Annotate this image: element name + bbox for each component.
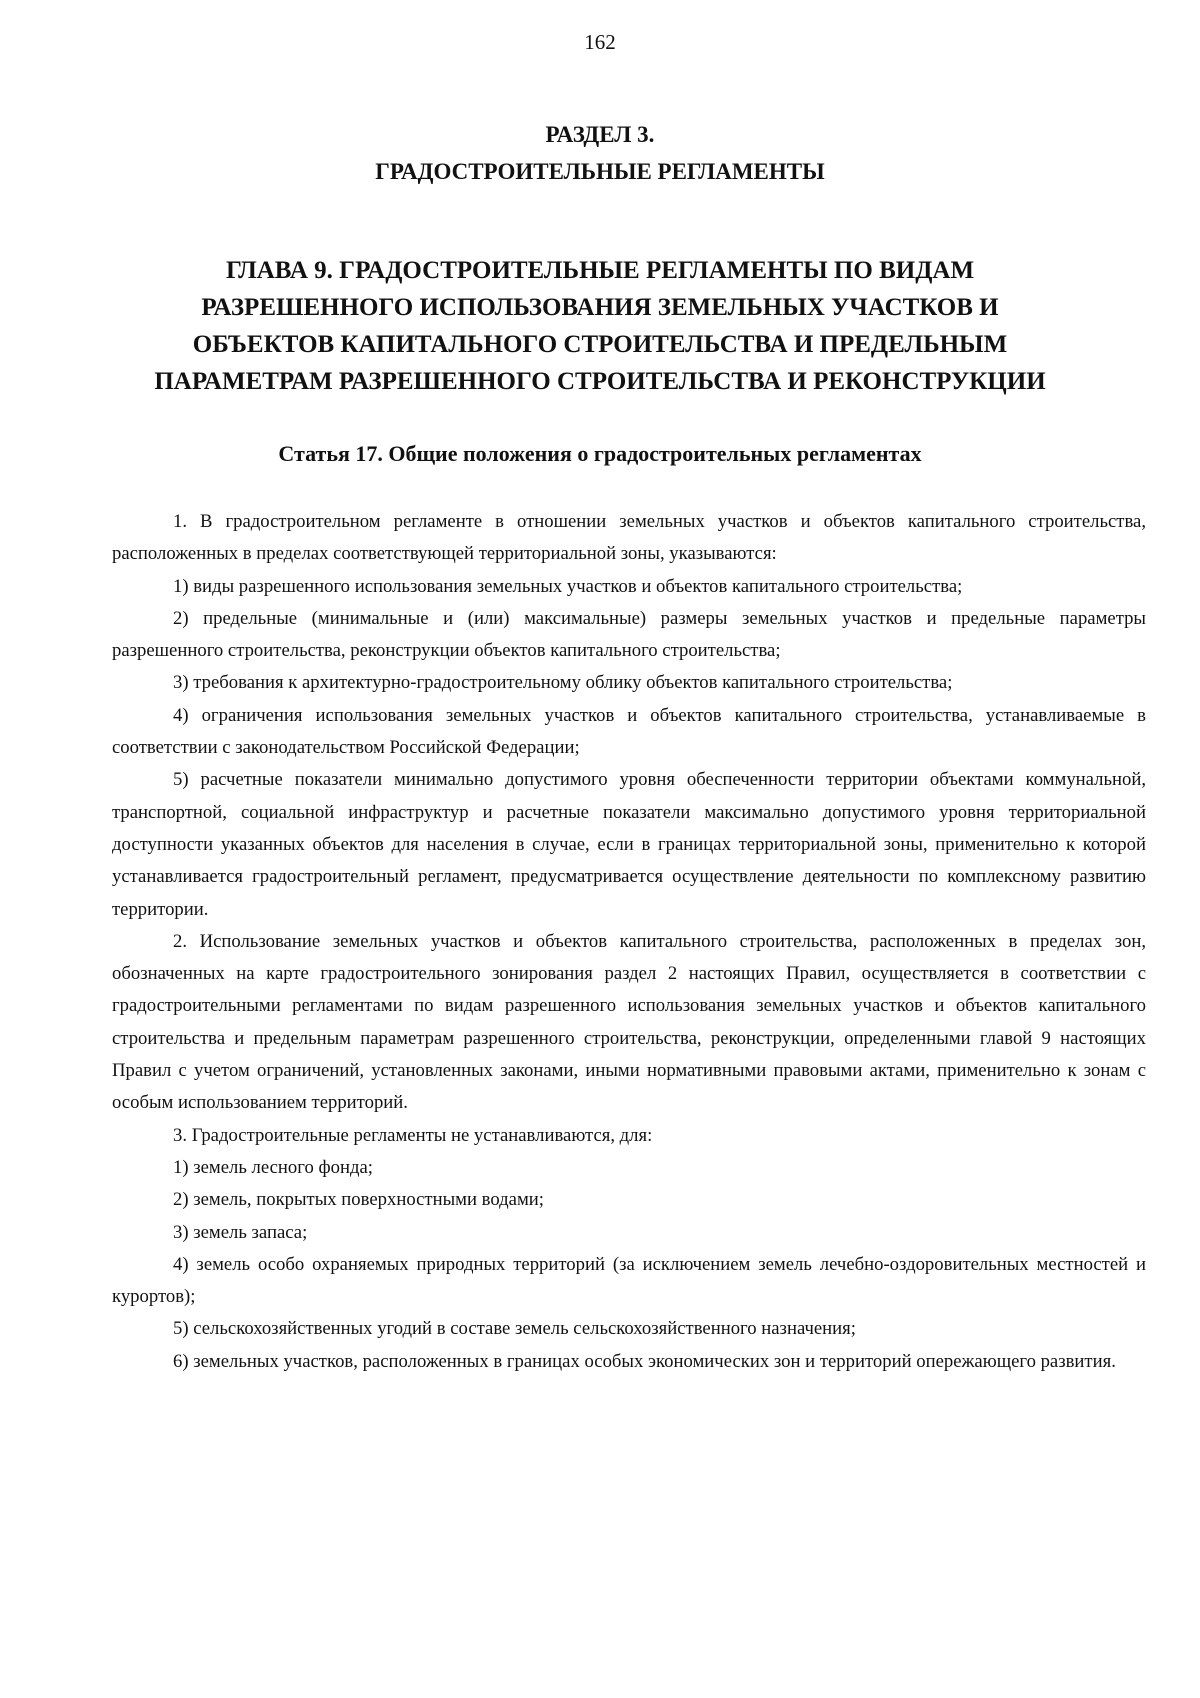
paragraph-item-1: 1. В градостроительном регламенте в отношении земельных участков и объектов капитального строительства, расположенных в пределах соответствующей территориальной зоны, указываются: xyxy=(112,511,1146,565)
article-title: Статья 17. Общие положения о градостроительных регламентах xyxy=(278,441,922,466)
section-heading-line: РАЗДЕЛ 3. xyxy=(545,122,655,147)
chapter-heading-line: ОБЪЕКТОВ КАПИТАЛЬНОГО СТРОИТЕЛЬСТВА И ПРЕДЕЛЬНЫМ xyxy=(192,331,1008,358)
paragraph-item-3: 3. Градостроительные регламенты не устанавливаются, для: xyxy=(173,1124,653,1146)
list-item: 4) земель особо охраняемых природных территорий (за исключением земель лечебно-оздоровительных местностей и курортов); xyxy=(112,1253,1146,1308)
chapter-heading-line: РАЗРЕШЕННОГО ИСПОЛЬЗОВАНИЯ ЗЕМЕЛЬНЫХ УЧАСТКОВ И xyxy=(201,294,999,321)
section-heading xyxy=(0,116,1200,190)
list-item: 3) земель запаса; xyxy=(173,1221,308,1243)
article-body xyxy=(112,506,1146,1378)
chapter-heading-line: ГЛАВА 9. ГРАДОСТРОИТЕЛЬНЫЕ РЕГЛАМЕНТЫ ПО ВИДАМ xyxy=(225,257,975,284)
list-item: 6) земельных участков, расположенных в границах особых экономических зон и территорий опережающего развития. xyxy=(173,1350,1116,1372)
page-number: 162 xyxy=(584,30,616,54)
chapter-heading xyxy=(120,252,1080,400)
list-item: 2) предельные (минимальные и (или) максимальные) размеры земельных участков и предельные параметры разрешенного строительства, реконструкции объектов капитального строительства; xyxy=(112,607,1146,662)
list-item: 2) земель, покрытых поверхностными водами; xyxy=(173,1189,544,1211)
section-heading-line: ГРАДОСТРОИТЕЛЬНЫЕ РЕГЛАМЕНТЫ xyxy=(375,159,825,184)
list-item: 4) ограничения использования земельных участков и объектов капитального строительства, устанавливаемые в соответствии с законодательством Российской Федерации; xyxy=(112,704,1146,759)
list-item: 3) требования к архитектурно-градостроительному облику объектов капитального строительства; xyxy=(173,672,953,694)
list-item: 5) сельскохозяйственных угодий в составе земель сельскохозяйственного назначения; xyxy=(173,1318,856,1340)
list-item: 1) виды разрешенного использования земельных участков и объектов капитального строительства; xyxy=(173,575,963,597)
paragraph-item-2: 2. Использование земельных участков и объектов капитального строительства, расположенных в пределах зон, обозначенных на карте градостроительного зонирования раздел 2 настоящих Правил, осуществляется в соответствии с градостроительными регламентами по видам разрешенного использования земельных участков и объектов капитального строительства и предельным параметрам разрешенного строительства, реконструкции, определенными главой 9 настоящих Правил с учетом ограничений, установленных законами, иными нормативными правовыми актами, применительно к зонам с особым использованием территорий. xyxy=(112,930,1146,1114)
chapter-heading-line: ПАРАМЕТРАМ РАЗРЕШЕННОГО СТРОИТЕЛЬСТВА И РЕКОНСТРУКЦИИ xyxy=(154,368,1046,395)
list-item: 1) земель лесного фонда; xyxy=(173,1156,373,1178)
list-item: 5) расчетные показатели минимально допустимого уровня обеспеченности территории объектами коммунальной, транспортной, социальной инфраструктур и расчетные показатели максимально допустимого уровня территориальной доступности указанных объектов для населения в случае, если в границах территориальной зоны, применительно к которой устанавливается градостроительный регламент, предусматривается осуществление деятельности по комплексному развитию территории. xyxy=(112,769,1146,920)
